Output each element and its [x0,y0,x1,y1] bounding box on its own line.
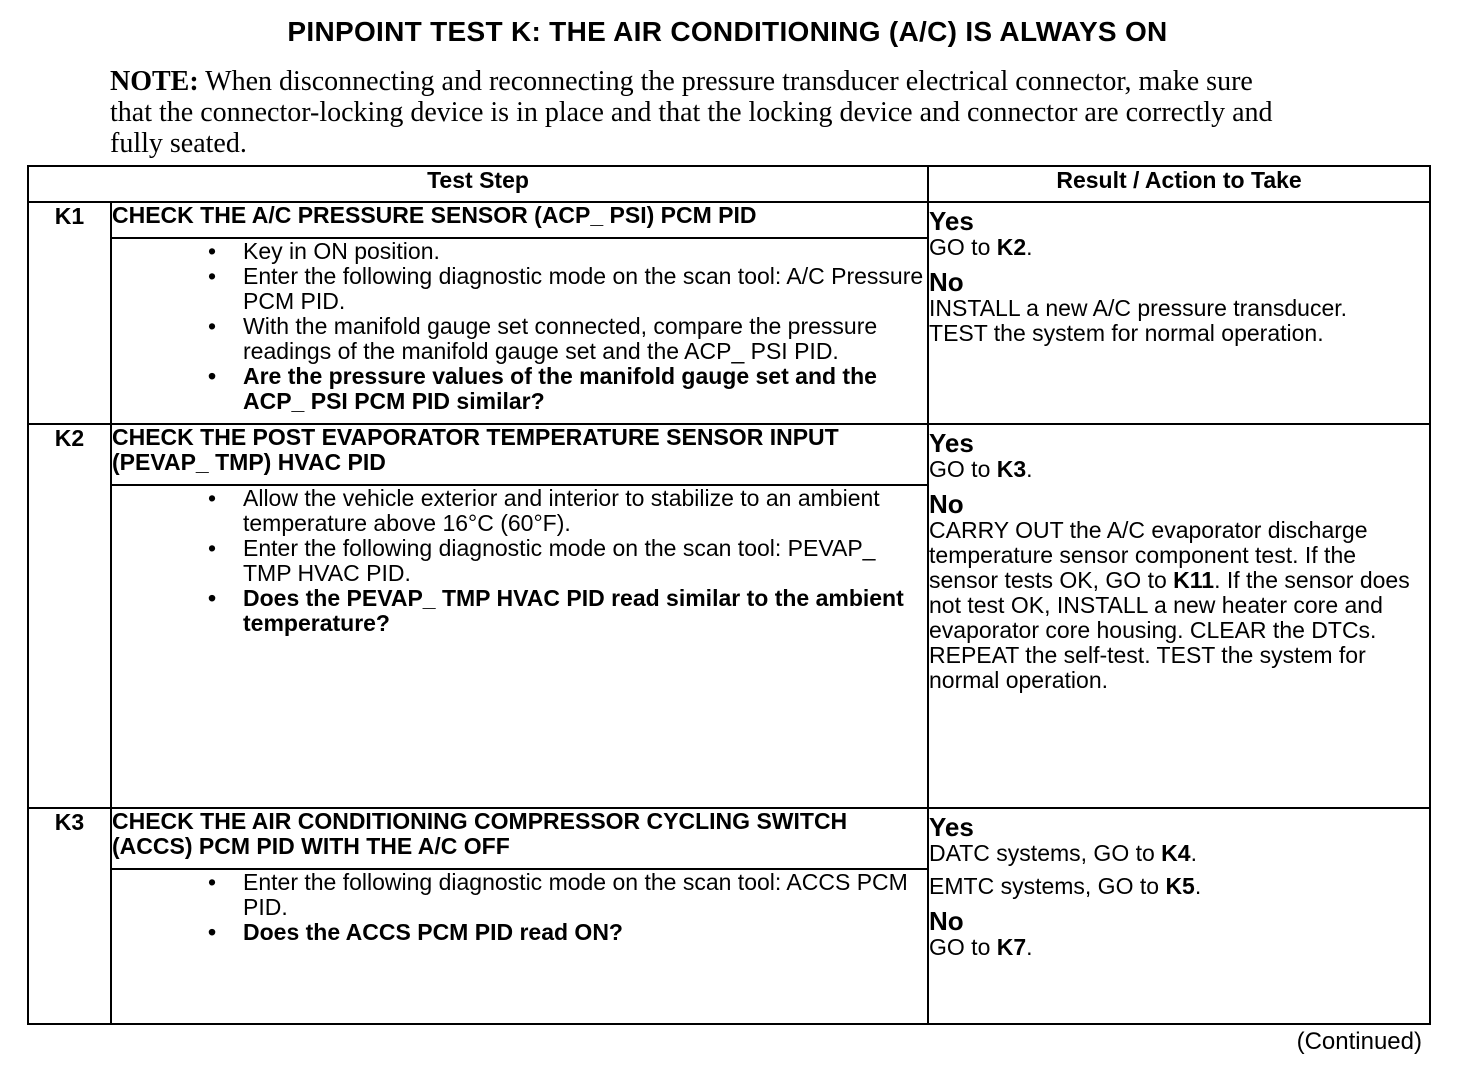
step-k2-title-row [28,424,1430,485]
list-item: • With the manifold gauge set connected, compare the pressure readings of the manifold gauge set and the ACP_ PSI PID. [112,314,927,364]
list-item: • Allow the vehicle exterior and interior to stabilize to an ambient temperature above 16°C (60°F). [112,486,927,536]
continued-label: (Continued) [1296,1028,1422,1055]
step-body [111,869,928,1024]
no-action: INSTALL a new A/C pressure transducer. [929,295,1348,322]
step-body [111,485,928,807]
header-test-step: Test Step [28,166,928,202]
step-question: • Does the PEVAP_ TMP HVAC PID read similar to the ambient temperature? [112,586,927,636]
step-title: CHECK THE POST EVAPORATOR TEMPERATURE SENSOR INPUT (PEVAP_ TMP) HVAC PID [111,424,928,485]
yes-action: GO to K3. [929,456,1033,483]
step-id: K1 [28,202,111,424]
no-action: GO to K7. [929,933,1033,960]
no-action: TEST the system for normal operation. [929,320,1324,347]
list-item: • Key in ON position. [112,239,927,264]
yes-label: Yes [929,206,974,237]
page-title: PINPOINT TEST K: THE AIR CONDITIONING (A/C) IS ALWAYS ON [287,16,1168,47]
step-k1-title-row [28,202,1430,238]
yes-label: Yes [929,811,974,842]
step-k3-result [928,808,1430,1024]
step-question: • Are the pressure values of the manifold gauge set and the ACP_ PSI PCM PID similar? [112,364,927,414]
note-label: NOTE: [110,66,199,97]
note-text: When disconnecting and reconnecting the pressure transducer electrical connector, make sure that the connector-locking device is in place and that the locking device and connector are correctly and fully seated. [110,66,1273,159]
step-ref: K4 [1161,839,1191,866]
no-label: No [929,267,964,298]
step-ref: K7 [996,933,1027,960]
note-paragraph [110,66,1290,159]
no-label: No [929,489,964,520]
step-body [111,238,928,424]
yes-action: DATC systems, GO to K4. [929,839,1197,866]
yes-label: Yes [929,428,974,459]
list-item: • Enter the following diagnostic mode on the scan tool: A/C Pressure PCM PID. [112,264,927,314]
yes-action: EMTC systems, GO to K5. [929,872,1202,899]
step-k2-result [928,424,1430,807]
step-ref: K5 [1165,872,1195,899]
step-ref: K3 [996,456,1027,483]
step-id: K3 [28,808,111,1024]
header-result: Result / Action to Take [928,166,1430,202]
list-item: • Enter the following diagnostic mode on the scan tool: ACCS PCM PID. [112,870,927,920]
step-ref: K2 [996,234,1027,261]
step-k3-title-row [28,808,1430,869]
table-header-row [28,166,1430,202]
yes-action: GO to K2. [929,234,1033,261]
no-label: No [929,905,964,936]
pinpoint-test-table [27,165,1431,1025]
no-action: CARRY OUT the A/C evaporator discharge temperature sensor component test. If the sensor tests OK, GO to K11. If the sensor does not test OK, INSTALL a new heater core and evaporator core housing. CLEAR the DTCs. REPEAT the self-test. TEST the system for normal operation. [929,517,1410,694]
step-question: • Does the ACCS PCM PID read ON? [112,920,927,945]
step-ref: K11 [1173,567,1215,594]
step-k1-result [928,202,1430,424]
step-title: CHECK THE A/C PRESSURE SENSOR (ACP_ PSI) PCM PID [111,202,928,238]
list-item: • Enter the following diagnostic mode on the scan tool: PEVAP_ TMP HVAC PID. [112,536,927,586]
step-id: K2 [28,424,111,807]
step-title: CHECK THE AIR CONDITIONING COMPRESSOR CYCLING SWITCH (ACCS) PCM PID WITH THE A/C OFF [111,808,928,869]
